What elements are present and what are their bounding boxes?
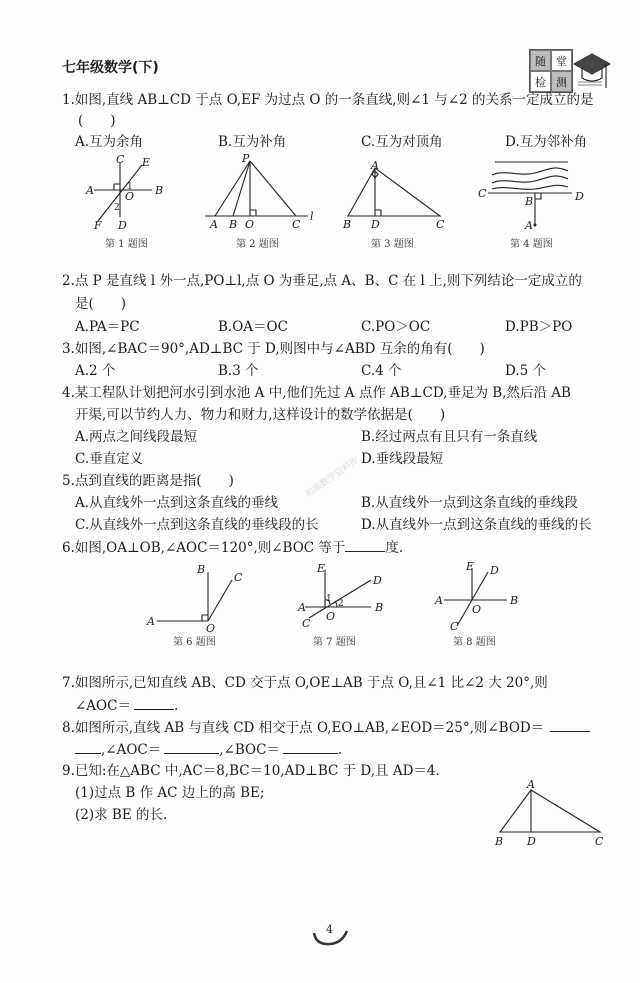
q8-bod-blank-part1[interactable] [550, 717, 590, 732]
badge-char: 堂 [551, 50, 572, 71]
q4-option-a: A.两点之间线段最短 [75, 429, 198, 445]
figure-3-caption: 第 3 题图 [371, 239, 414, 250]
label-B: B [495, 835, 504, 848]
label-B: B [510, 594, 519, 607]
label-P: P [242, 152, 250, 165]
label-B: B [155, 184, 164, 197]
page-header-title: 七年级数学(下) [62, 60, 159, 76]
question-7-stem: 7.如图所示,已知直线 AB、CD 交于点 O,OE⊥AB 于点 O,且∠1 比∠2 大 20°,则 [62, 675, 548, 691]
badge-char: 测 [551, 71, 572, 92]
question-9-stem: 9.已知:在△ABC 中,AC＝8,BC＝10,AD⊥BC 于 D,且 AD＝4. [62, 763, 440, 779]
angle-2-label: 2 [338, 599, 344, 609]
label-O: O [245, 218, 255, 231]
figure-4-caption: 第 4 题图 [510, 239, 553, 250]
figure-7 [293, 560, 403, 630]
label-C: C [116, 153, 125, 166]
label-A: A [298, 601, 306, 614]
label-B: B [375, 601, 384, 614]
figure-8 [432, 558, 532, 633]
label-E: E [142, 156, 151, 169]
q6-text-b: 度. [385, 540, 404, 556]
q7-text-a: ∠AOC＝ [75, 698, 131, 714]
section-badge [529, 49, 573, 93]
q1-option-c: C.互为对顶角 [361, 134, 443, 150]
question-9-part-2: (2)求 BE 的长. [75, 807, 168, 823]
q2-option-b: B.OA＝OC [218, 319, 288, 335]
q3-option-d: D.5 个 [505, 363, 547, 379]
question-9-part-1: (1)过点 B 作 AC 边上的高 BE; [75, 785, 265, 801]
label-B: B [229, 218, 238, 231]
q3-option-a: A.2 个 [75, 363, 116, 379]
label-A: A [86, 184, 94, 197]
label-O: O [206, 622, 216, 635]
q1-option-b: B.互为补角 [218, 134, 287, 150]
figure-1-caption: 第 1 题图 [105, 239, 148, 250]
label-O: O [125, 190, 135, 203]
figure-9 [485, 775, 615, 850]
q8-boc-text: ,∠BOC＝ [219, 742, 280, 758]
question-1-stem: 1.如图,直线 AB⊥CD 于点 O,EF 为过点 O 的一条直线,则∠1 与∠2 的关系一定成立的是 [62, 92, 594, 108]
label-O: O [326, 610, 336, 623]
label-E: E [317, 562, 326, 575]
question-4-stem-cont: 开渠,可以节约人力、物力和财力,这样设计的数学依据是( ) [75, 407, 446, 423]
label-C: C [292, 218, 301, 231]
q1-option-d: D.互为邻补角 [505, 134, 588, 150]
label-l: l [310, 210, 314, 223]
q5-option-b: B.从直线外一点到这条直线的垂线段 [361, 495, 578, 511]
label-D: D [373, 574, 382, 587]
label-C: C [595, 835, 604, 848]
question-7-line2 [75, 695, 178, 716]
question-1-answer-paren: ( ) [78, 113, 116, 129]
graduation-cap-icon [572, 50, 612, 92]
figure-6-caption: 第 6 题图 [173, 637, 216, 648]
figure-7-caption: 第 7 题图 [313, 637, 356, 648]
page-number: 4 [326, 923, 333, 936]
q5-option-d: D.从直线外一点到这条直线的垂线的长 [361, 517, 592, 533]
q8-bod-blank-part2[interactable] [75, 739, 101, 754]
question-3-stem: 3.如图,∠BAC＝90°,AD⊥BC 于 D,则图中与∠ABD 互余的角有( ) [62, 341, 485, 357]
label-B: B [343, 218, 352, 231]
label-D: D [490, 564, 499, 577]
label-F: F [94, 219, 102, 232]
question-4-stem: 4.某工程队计划把河水引到水池 A 中,他们先过 A 点作 AB⊥CD,垂足为 B,然后沿 AB [62, 385, 571, 401]
label-A: A [371, 159, 379, 172]
q8-text: 8.如图所示,直线 AB 与直线 CD 相交于点 O,EO⊥AB,∠EOD＝25°,则∠BOD＝ [62, 720, 545, 736]
q3-option-c: C.4 个 [361, 363, 402, 379]
figure-3 [340, 160, 450, 235]
label-A: A [527, 778, 535, 791]
figure-6 [145, 560, 255, 635]
label-A: A [210, 218, 218, 231]
angle-1-label: 1 [326, 594, 332, 604]
label-B: B [525, 195, 534, 208]
q6-text-a: 6.如图,OA⊥OB,∠AOC＝120°,则∠BOC 等于 [62, 540, 346, 556]
label-E: E [466, 560, 475, 573]
question-2-stem: 2.点 P 是直线 l 外一点,PO⊥l,点 O 为垂足,点 A、B、C 在 l 上,则下列结论一定成立的 [62, 273, 582, 289]
question-6-stem [62, 537, 403, 558]
label-O: O [472, 603, 482, 616]
question-8-line2 [75, 739, 342, 760]
label-A: A [435, 594, 443, 607]
label-C: C [478, 187, 487, 200]
question-5-stem: 5.点到直线的距离是指( ) [62, 473, 234, 489]
q3-option-b: B.3 个 [218, 363, 259, 379]
question-8-stem [62, 717, 590, 738]
q5-option-c: C.从直线外一点到这条直线的垂线段的长 [75, 517, 319, 533]
q5-option-a: A.从直线外一点到这条直线的垂线 [75, 495, 279, 511]
label-C: C [436, 218, 445, 231]
q6-answer-blank[interactable] [345, 537, 385, 552]
q7-answer-blank[interactable] [134, 695, 174, 710]
q4-option-b: B.经过两点有且只有一条直线 [361, 429, 538, 445]
label-A: A [525, 219, 533, 232]
question-2-stem-cont: 是( ) [75, 296, 127, 312]
q8-aoc-text: ,∠AOC＝ [101, 742, 162, 758]
label-D: D [575, 190, 584, 203]
figure-2-caption: 第 2 题图 [236, 239, 279, 250]
figure-1 [80, 155, 180, 235]
label-C: C [234, 571, 243, 584]
q8-aoc-blank[interactable] [164, 739, 219, 754]
watermark: 初高数学资料库 [303, 455, 362, 500]
badge-char: 检 [530, 71, 551, 92]
figure-2 [200, 152, 320, 232]
label-D: D [118, 219, 127, 232]
label-A: A [147, 615, 155, 628]
badge-char: 随 [530, 50, 551, 71]
angle-1-label: 1 [127, 182, 133, 192]
angle-2-label: 2 [114, 203, 120, 213]
label-D: D [371, 218, 380, 231]
q4-option-c: C.垂直定义 [75, 451, 144, 467]
q8-boc-blank[interactable] [283, 739, 338, 754]
q7-text-b: . [173, 698, 179, 714]
label-D: D [527, 835, 536, 848]
q2-option-a: A.PA＝PC [75, 319, 140, 335]
label-C: C [450, 620, 459, 633]
q8-end: . [337, 742, 343, 758]
q2-option-c: C.PO＞OC [361, 319, 431, 335]
label-C: C [302, 617, 311, 630]
figure-4 [480, 155, 590, 230]
q2-option-d: D.PB＞PO [505, 319, 573, 335]
q1-option-a: A.互为余角 [75, 134, 144, 150]
figure-8-caption: 第 8 题图 [453, 637, 496, 648]
q4-option-d: D.垂线段最短 [361, 451, 444, 467]
label-B: B [197, 563, 206, 576]
